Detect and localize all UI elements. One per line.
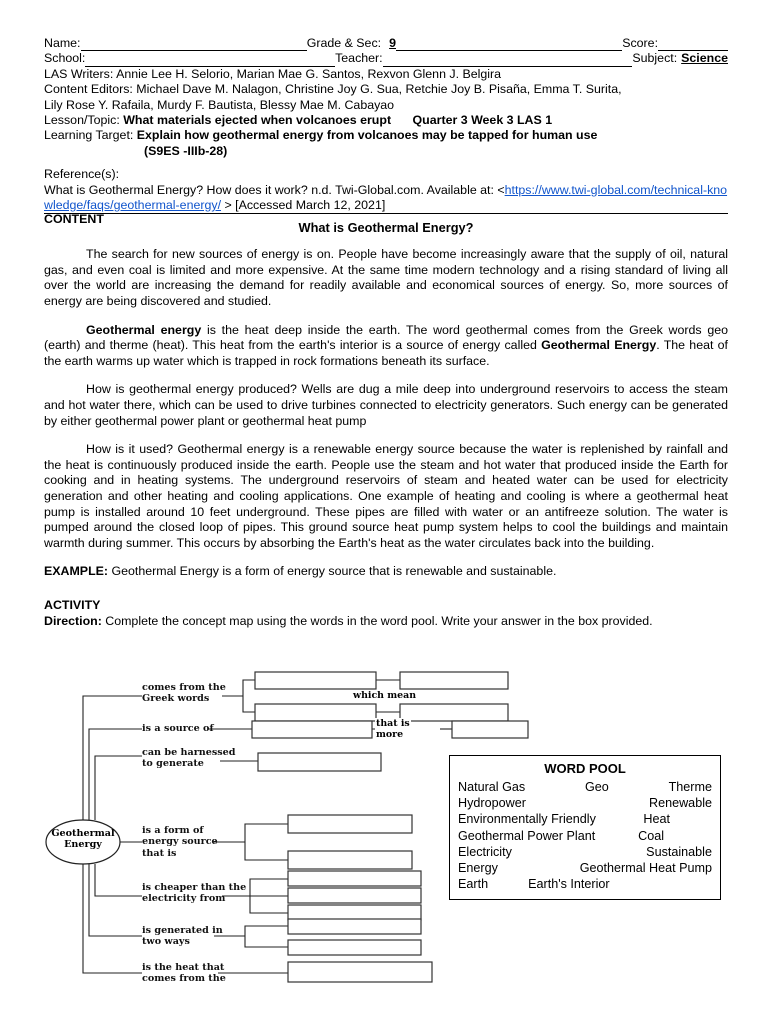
word-pool-row xyxy=(450,860,720,876)
content-paragraph-4: How is it used? Geothermal energy is a renewable energy source because the water is replenished by rainfall and the heat is continuously produced inside the earth. People use the steam and hot water that produced inside the Earth for cooking and in heating systems. The underground reservoirs of steam and heated water can be used for electricity generation and other heating and cooling applications. One example of heating and cooling is where a geothermal heat pump is installed around 10 feet underground. These pipes are filled with water or an antifreeze solution. The water is pumped around the closed loop of pipes. This ground source heat pump system helps to cool the buildings and maintain warmth during summer. This occurs by absorbing the Earth's heat as the water circulates back into the building. xyxy=(44,442,728,550)
para2-end: . The heat of the earth warms up water which is trapped in rock formations beneath its surface. xyxy=(44,338,728,368)
score-blank[interactable] xyxy=(658,37,728,51)
learning-target-code: (S9ES -IIIb-28) xyxy=(144,143,228,158)
example-line xyxy=(44,564,728,580)
answer-box xyxy=(255,704,376,721)
answer-box xyxy=(255,672,376,689)
branch-label-source-of: is a source of xyxy=(142,723,214,734)
references-label: Reference(s): xyxy=(44,167,120,182)
connector-which-mean: which mean xyxy=(353,690,417,701)
para2-bold-lead: Geothermal energy xyxy=(86,322,202,337)
learning-target-value: Explain how geothermal energy from volcanoes may be tapped for human use xyxy=(136,128,598,143)
connector-that-is-more: that is more xyxy=(376,718,410,740)
reference-url[interactable]: https://www.twi-global.com/technical-knowledge/faqs/geothermal-energy/ xyxy=(44,182,728,213)
subject-label: Subject: xyxy=(632,51,678,66)
learning-target-label: Learning Target: xyxy=(44,128,134,143)
word-pool-word[interactable]: Therme xyxy=(668,780,712,794)
word-pool-word[interactable]: Geo xyxy=(585,780,609,794)
answer-box xyxy=(258,753,381,771)
content-section-label: CONTENT xyxy=(44,212,104,226)
header-row-name xyxy=(44,36,728,51)
word-pool-word[interactable]: Sustainable xyxy=(646,844,712,859)
para2-bold-term: Geothermal Energy xyxy=(541,338,657,353)
direction-label: Direction: xyxy=(44,614,102,629)
answer-box xyxy=(288,888,421,903)
word-pool-row xyxy=(450,779,720,795)
reference-text-post: > [Accessed March 12, 2021] xyxy=(221,198,386,213)
direction-text: Complete the concept map using the words in the word pool. Write your answer in the box provided. xyxy=(101,614,653,629)
name-label: Name: xyxy=(44,36,81,50)
lesson-topic-line xyxy=(44,113,728,128)
reference-entry xyxy=(44,183,728,214)
answer-box xyxy=(288,905,421,920)
activity-label-text: ACTIVITY xyxy=(44,597,101,612)
answer-box xyxy=(452,721,528,738)
content-title: What is Geothermal Energy? xyxy=(298,219,474,235)
branch-label-greek-words: comes from the Greek words xyxy=(142,682,226,705)
grade-value[interactable]: 9 xyxy=(389,36,396,50)
lesson-topic-label: Lesson/Topic: xyxy=(44,113,120,128)
example-label: EXAMPLE: xyxy=(44,564,109,579)
activity-label xyxy=(44,598,728,614)
example-text: Geothermal Energy is a form of energy source that is renewable and sustainable. xyxy=(108,564,557,579)
content-editors-line-1: Content Editors: Michael Dave M. Nalagon, Christine Joy G. Sua, Retchie Joy B. Pisaña, Emma T. Surita, xyxy=(44,82,622,97)
word-pool-word[interactable]: Renewable xyxy=(648,796,712,811)
branch-label-generated-two-ways: is generated in two ways xyxy=(142,925,223,948)
name-blank[interactable] xyxy=(81,37,307,51)
content-paragraph-1: The search for new sources of energy is on. People have become increasingly aware that the supply of oil, natural gas, and even coal is limited and more expensive. At the same time modern technology and a rising standard of living all over the world are increasing the demand for readily available and economical sources of energy. So, more sources of energy are being discovered and studied. xyxy=(44,247,728,308)
score-label: Score: xyxy=(622,36,659,50)
answer-box xyxy=(288,871,421,886)
grade-blank[interactable] xyxy=(396,37,622,51)
word-pool-row xyxy=(450,811,720,827)
school-label: School: xyxy=(44,51,86,66)
content-paragraph-3: How is geothermal energy produced? Wells are dug a mile deep into underground reservoirs to access the steam and hot water there, which can be used to drive turbines connected to electricity generators. Such energy can be generated by either geothermal power plant or geothermal heat pump xyxy=(44,382,728,428)
word-pool-box xyxy=(449,755,721,900)
word-pool-word[interactable]: Environmentally Friendly xyxy=(458,812,596,827)
word-pool-word[interactable]: Natural Gas xyxy=(458,780,526,794)
word-pool-row xyxy=(450,795,720,811)
learning-target-line xyxy=(44,128,728,143)
word-pool-word[interactable]: Coal xyxy=(638,828,664,843)
grade-label: Grade & Sec: xyxy=(306,36,382,50)
content-editors-line-2: Lily Rose Y. Rafaila, Murdy F. Bautista, Blessy Mae M. Cabayao xyxy=(44,97,395,112)
word-pool-row xyxy=(450,828,720,844)
branch-label-form-of-energy-source: is a form of energy source that is xyxy=(142,825,218,859)
word-pool-word[interactable]: Energy xyxy=(458,861,498,876)
subject-value[interactable]: Science xyxy=(681,51,728,66)
concept-map-center-node: Geothermal Energy xyxy=(51,828,115,851)
branch-label-harnessed-to-generate: can be harnessed to generate xyxy=(142,747,236,770)
answer-box xyxy=(400,704,508,721)
word-pool-word[interactable]: Earth's Interior xyxy=(528,877,610,892)
word-pool-word[interactable]: Geothermal Heat Pump xyxy=(579,861,712,876)
reference-text-pre: What is Geothermal Energy? How does it work? n.d. Twi-Global.com. Available at: < xyxy=(44,182,505,197)
word-pool-row xyxy=(450,844,720,860)
answer-box xyxy=(288,919,421,934)
branch-label-heat-that-comes-from: is the heat that comes from the xyxy=(142,962,226,985)
word-pool-word[interactable]: Earth xyxy=(458,877,489,892)
answer-box xyxy=(400,672,508,689)
teacher-label: Teacher: xyxy=(335,51,383,66)
para2-middle: is the heat deep inside the earth. The word geothermal comes from the Greek words geo (earth) and therme (heat). This heat from the earth's interior is a source of energy called xyxy=(44,322,729,353)
teacher-blank[interactable] xyxy=(383,53,633,67)
word-pool-word[interactable]: Electricity xyxy=(458,844,512,859)
answer-box xyxy=(252,721,372,738)
answer-box xyxy=(288,851,412,869)
answer-box xyxy=(288,940,421,955)
word-pool-word[interactable]: Hydropower xyxy=(458,796,526,811)
worksheet-header xyxy=(44,36,728,213)
content-section xyxy=(44,212,728,636)
school-blank[interactable] xyxy=(85,53,335,67)
answer-box xyxy=(288,962,432,982)
word-pool-title: WORD POOL xyxy=(544,761,626,776)
direction-line xyxy=(44,614,728,630)
branch-label-cheaper-than-electricity: is cheaper than the electricity from xyxy=(142,882,247,905)
quarter-value: Quarter 3 Week 3 LAS 1 xyxy=(412,113,553,128)
word-pool-word[interactable]: Heat xyxy=(643,812,670,827)
answer-box xyxy=(288,815,412,833)
header-row-school xyxy=(44,51,728,66)
content-paragraph-2 xyxy=(44,323,728,370)
las-writers-line: LAS Writers: Annie Lee H. Selorio, Marian Mae G. Santos, Rexvon Glenn J. Belgira xyxy=(44,66,502,81)
word-pool-word[interactable]: Geothermal Power Plant xyxy=(458,828,596,843)
word-pool-row xyxy=(450,876,720,892)
lesson-topic-value: What materials ejected when volcanoes erupt xyxy=(123,113,392,128)
header-divider-rule xyxy=(44,213,728,214)
